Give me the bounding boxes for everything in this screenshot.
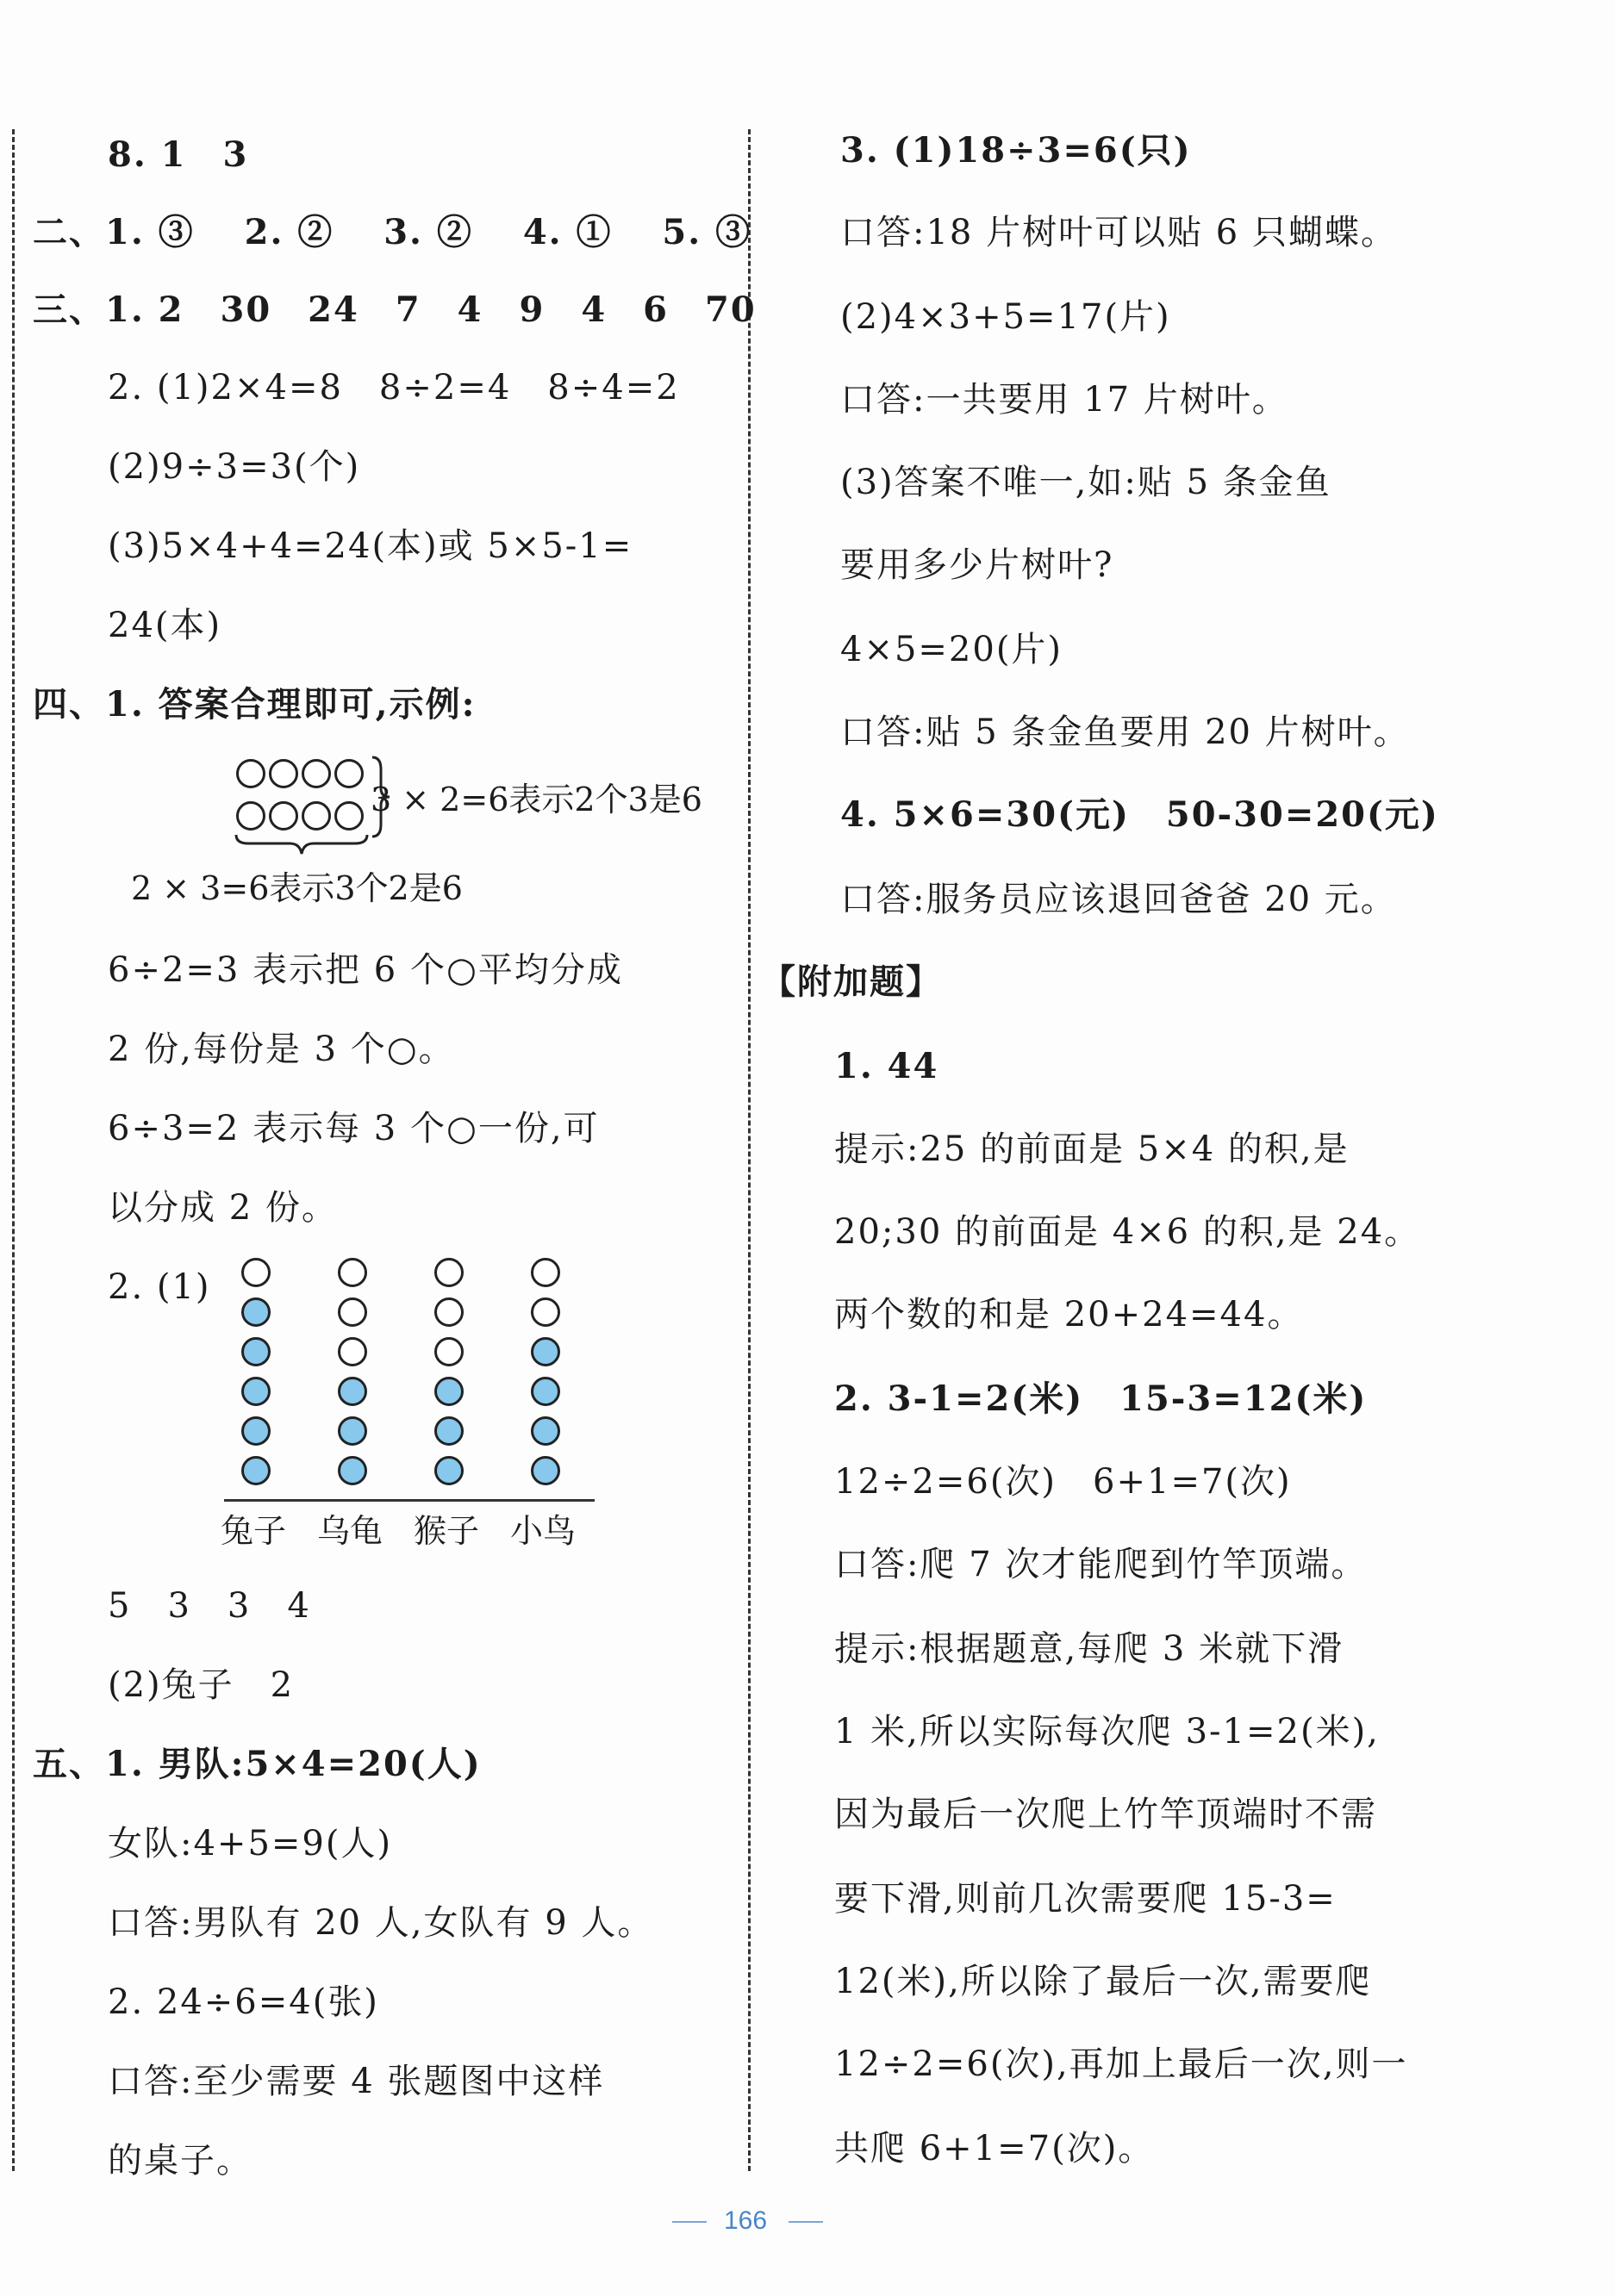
answer-line: 2. (1) <box>108 1267 211 1307</box>
chart-baseline <box>224 1499 595 1502</box>
filled-circle-icon <box>241 1337 271 1366</box>
answer-line: 3. (1)18÷3=6(只) <box>840 130 1192 171</box>
chart-category-label: 猴子 <box>414 1512 480 1550</box>
hint-line: 20;30 的前面是 4×6 的积,是 24。 <box>834 1212 1421 1252</box>
hint-line: 1 米,所以实际每次爬 3-1=2(米), <box>834 1712 1380 1752</box>
answer-line: 24(本) <box>108 606 222 645</box>
center-column-rule <box>748 129 751 2171</box>
filled-circle-icon <box>531 1456 560 1485</box>
filled-circle-icon <box>434 1416 464 1446</box>
hint-line: 因为最后一次爬上竹竿顶端时不需 <box>834 1795 1377 1834</box>
filled-circle-icon <box>434 1456 464 1485</box>
filled-circle-icon <box>338 1377 367 1406</box>
circle-icon <box>269 801 298 831</box>
filled-circle-icon <box>434 1377 464 1406</box>
chart-category-label: 小鸟 <box>510 1512 577 1550</box>
circle-icon <box>302 759 331 788</box>
answer-line: (3)5×4+4=24(本)或 5×5-1= <box>108 526 633 566</box>
circle-icon <box>531 1258 560 1287</box>
answer-line: 口答:至少需要 4 张题图中这样 <box>108 2062 605 2101</box>
left-margin-rule <box>12 129 15 2171</box>
answer-line: 口答:男队有 20 人,女队有 9 人。 <box>108 1903 654 1943</box>
hint-line: 提示:25 的前面是 5×4 的积,是 <box>834 1129 1350 1169</box>
filled-circle-icon <box>241 1416 271 1446</box>
circle-icon <box>434 1258 464 1287</box>
answer-line: (2)4×3+5=17(片) <box>840 297 1171 337</box>
hint-line: 共爬 6+1=7(次)。 <box>834 2129 1155 2168</box>
circle-icon <box>338 1297 367 1327</box>
circle-icon <box>302 801 331 831</box>
answer-line: 口答:18 片树叶可以贴 6 只蝴蝶。 <box>840 213 1397 252</box>
chart-category-label: 兔子 <box>221 1512 287 1550</box>
circle-icon <box>338 1258 367 1287</box>
footer-dash-left <box>672 2221 707 2223</box>
circle-icon <box>338 1337 367 1366</box>
circle-group-example <box>233 754 702 857</box>
answer-line: 口答:爬 7 次才能爬到竹竿顶端。 <box>834 1545 1368 1584</box>
circle-icon <box>334 759 364 788</box>
circle-icon <box>241 1258 271 1287</box>
answer-line: 2. (1)2×4=8 8÷2=4 8÷4=2 <box>108 368 680 408</box>
page-number: 166 <box>724 2206 768 2235</box>
answer-line: 以分成 2 份。 <box>108 1188 338 1228</box>
answer-line: 6÷2=3 表示把 6 个○平均分成 <box>108 950 623 990</box>
answer-line: 口答:贴 5 条金鱼要用 20 片树叶。 <box>840 712 1410 752</box>
circle-icon <box>236 801 265 831</box>
answer-line: 5 3 3 4 <box>108 1586 311 1626</box>
animal-circle-chart <box>220 1258 599 1551</box>
chart-category-label: 乌龟 <box>317 1512 383 1550</box>
bottom-brace-icon <box>233 833 371 857</box>
circle-icon <box>434 1297 464 1327</box>
circle-icon <box>269 759 298 788</box>
brace-annotation: 3 × 2=6表示2个3是6 <box>371 781 702 818</box>
filled-circle-icon <box>241 1456 271 1485</box>
answer-line: 口答:服务员应该退回爸爸 20 元。 <box>840 880 1397 919</box>
section-four-heading: 四、1. 答案合理即可,示例: <box>33 684 477 725</box>
hint-line: 12÷2=6(次),再加上最后一次,则一 <box>834 2044 1408 2084</box>
hint-line: 提示:根据题意,每爬 3 米就下滑 <box>834 1629 1344 1669</box>
answer-line: 4×5=20(片) <box>840 630 1063 669</box>
answer-line: 口答:一共要用 17 片树叶。 <box>840 380 1288 420</box>
filled-circle-icon <box>241 1377 271 1406</box>
circle-icon <box>236 759 265 788</box>
answer-line: 1. 44 <box>834 1046 939 1086</box>
filled-circle-icon <box>338 1456 367 1485</box>
answer-line: 6÷3=2 表示每 3 个○一份,可 <box>108 1109 600 1148</box>
answer-line: 的桌子。 <box>108 2141 253 2181</box>
answer-line: 2. 3-1=2(米) 15-3=12(米) <box>834 1378 1368 1419</box>
section-three-heading: 三、1. 2 30 24 7 4 9 4 6 70 <box>33 289 757 330</box>
answer-line: 要用多少片树叶? <box>840 545 1114 585</box>
filled-circle-icon <box>241 1297 271 1327</box>
filled-circle-icon <box>338 1416 367 1446</box>
brace-annotation: 2 × 3=6表示3个2是6 <box>131 869 463 907</box>
circle-icon <box>434 1337 464 1366</box>
circle-icon <box>334 801 364 831</box>
hint-line: 要下滑,则前几次需要爬 15-3= <box>834 1879 1337 1919</box>
circle-icon <box>531 1297 560 1327</box>
answer-line: (2)兔子 2 <box>108 1665 295 1705</box>
section-five-heading: 五、1. 男队:5×4=20(人) <box>33 1744 482 1784</box>
answer-line: 2 份,每份是 3 个○。 <box>108 1030 455 1069</box>
answer-line: (3)答案不唯一,如:贴 5 条金鱼 <box>840 463 1331 502</box>
section-two-heading: 二、1. ③ 2. ② 3. ② 4. ① 5. ③ <box>33 212 752 252</box>
answer-line: 4. 5×6=30(元) 50-30=20(元) <box>840 794 1439 835</box>
answer-line: (2)9÷3=3(个) <box>108 447 361 487</box>
filled-circle-icon <box>531 1377 560 1406</box>
answer-line: 12÷2=6(次) 6+1=7(次) <box>834 1462 1292 1502</box>
answer-line: 8. 1 3 <box>108 134 249 175</box>
bonus-section-heading: 【附加题】 <box>761 961 942 1002</box>
filled-circle-icon <box>531 1337 560 1366</box>
answer-line: 2. 24÷6=4(张) <box>108 1982 379 2022</box>
hint-line: 两个数的和是 20+24=44。 <box>834 1295 1304 1335</box>
filled-circle-icon <box>531 1416 560 1446</box>
answer-line: 女队:4+5=9(人) <box>108 1824 393 1864</box>
hint-line: 12(米),所以除了最后一次,需要爬 <box>834 1962 1372 2001</box>
footer-dash-right <box>789 2221 823 2223</box>
